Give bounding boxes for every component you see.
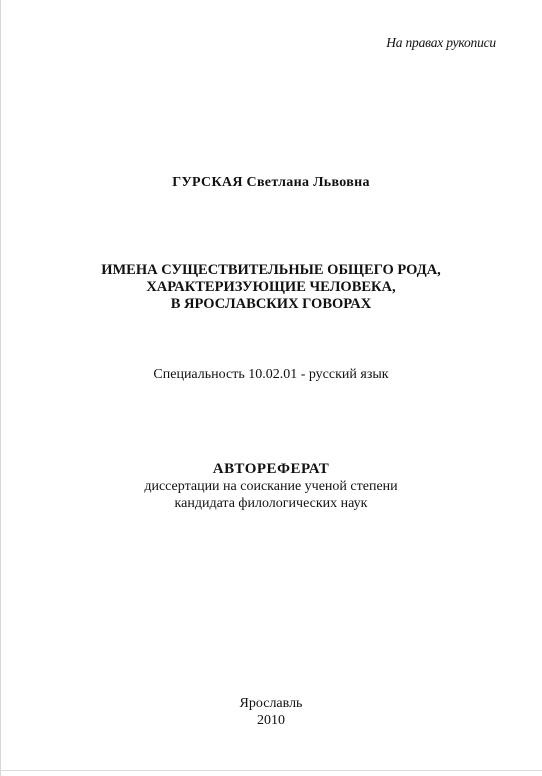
title-line: ХАРАКТЕРИЗУЮЩИЕ ЧЕЛОВЕКА, xyxy=(146,279,396,295)
page-bottom-edge xyxy=(0,770,542,771)
publication-year: 2010 xyxy=(257,713,285,728)
abstract-line: диссертации на соискание ученой степени xyxy=(144,479,398,494)
specialty-line: Специальность 10.02.01 - русский язык xyxy=(153,367,389,382)
dissertation-title xyxy=(0,262,542,313)
author-name: ГУРСКАЯ Светлана Львовна xyxy=(172,175,370,190)
abstract-block xyxy=(0,460,542,512)
page-left-edge xyxy=(0,0,1,776)
manuscript-note: На правах рукописи xyxy=(386,35,496,50)
abstract-heading: АВТОРЕФЕРАТ xyxy=(212,461,330,477)
title-line: В ЯРОСЛАВСКИХ ГОВОРАХ xyxy=(170,296,372,312)
title-line: ИМЕНА СУЩЕСТВИТЕЛЬНЫЕ ОБЩЕГО РОДА, xyxy=(101,262,441,278)
publication-info xyxy=(0,695,542,729)
abstract-line: кандидата филологических наук xyxy=(174,496,368,511)
publication-city: Ярославль xyxy=(239,696,303,711)
